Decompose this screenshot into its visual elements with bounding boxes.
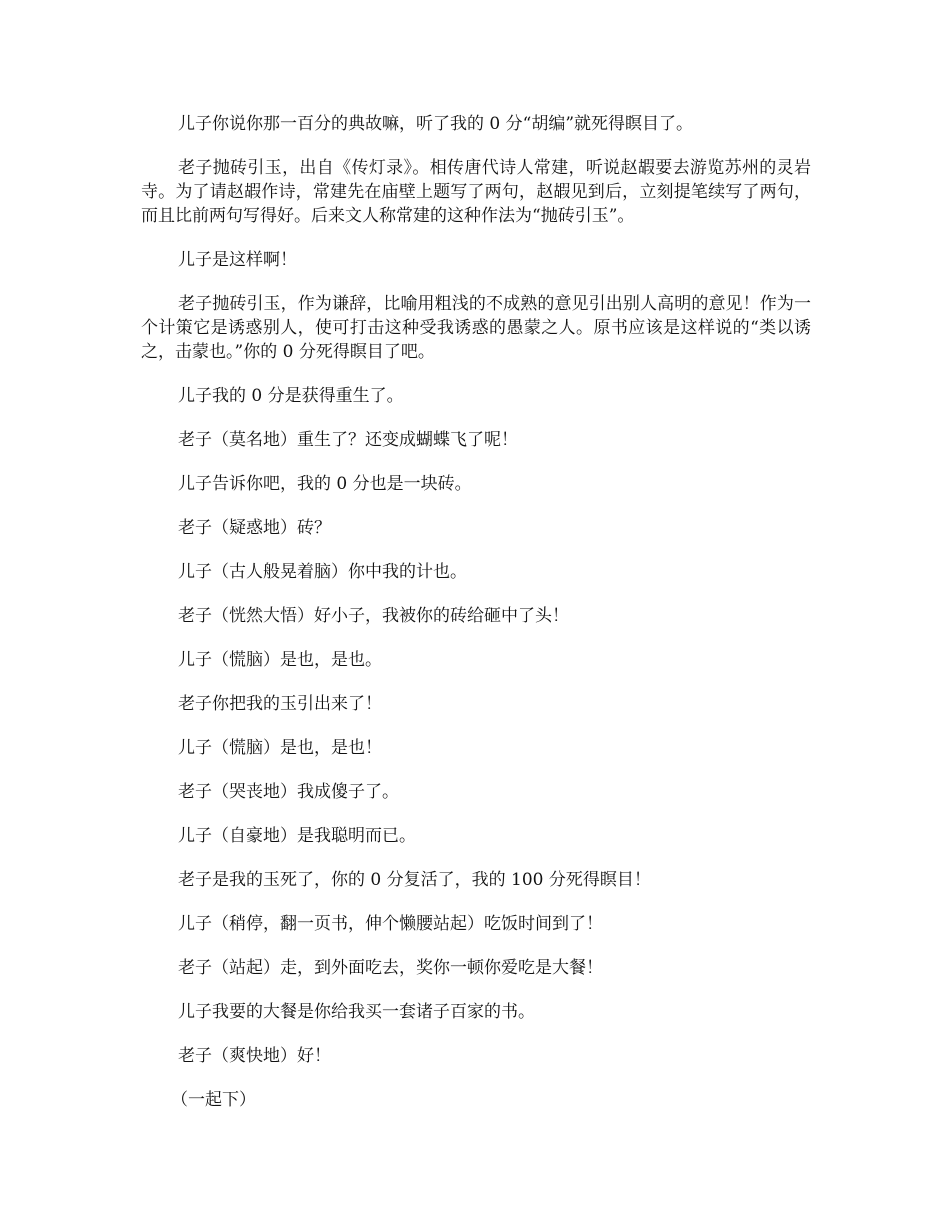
- dialogue-paragraph: 老子（疑惑地）砖？: [178, 518, 331, 538]
- dialogue-paragraph: 儿子告诉你吧，我的 0 分也是一块砖。: [178, 474, 472, 494]
- stage-direction: （一起下）: [171, 1090, 256, 1110]
- dialogue-paragraph: 老子你把我的玉引出来了！: [178, 694, 382, 714]
- dialogue-paragraph: 儿子你说你那一百分的典故嘛，听了我的 0 分“胡编”就死得瞑目了。: [178, 114, 694, 134]
- dialogue-paragraph: 老子抛砖引玉，出自《传灯录》。相传唐代诗人常建，听说赵嘏要去游览苏州的灵岩寺。为了请赵嘏作诗，常建先在庙壁上题写了两句，赵嘏见到后，立刻提笔续写了两句，而且比前两句写得好。后来文人称常建的这种作法为“抛砖引玉”。: [141, 158, 811, 226]
- dialogue-paragraph: 儿子是这样啊！: [178, 250, 297, 270]
- dialogue-body: [141, 112, 811, 1112]
- dialogue-paragraph: 老子（莫名地）重生了？还变成蝴蝶飞了呢！: [178, 430, 518, 450]
- dialogue-paragraph: 儿子（古人般晃着脑）你中我的计也。: [178, 562, 467, 582]
- dialogue-paragraph: 儿子（稍停，翻一页书，伸个懒腰站起）吃饭时间到了！: [178, 914, 603, 934]
- dialogue-paragraph: 老子抛砖引玉，作为谦辞，比喻用粗浅的不成熟的意见引出别人高明的意见！作为一个计策它是诱惑别人，使可打击这种受我诱惑的愚蒙之人。原书应该是这样说的“类以诱之，击蒙也。”你的 0 分死得瞑目了吧。: [141, 294, 811, 362]
- dialogue-paragraph: 老子（爽快地）好！: [178, 1046, 331, 1066]
- dialogue-paragraph: 儿子（慌脑）是也，是也！: [178, 738, 382, 758]
- dialogue-paragraph: 老子是我的玉死了，你的 0 分复活了，我的 100 分死得瞑目！: [178, 870, 651, 890]
- dialogue-paragraph: 老子（哭丧地）我成傻子了。: [178, 782, 399, 802]
- dialogue-paragraph: 儿子（自豪地）是我聪明而已。: [178, 826, 416, 846]
- dialogue-paragraph: 老子（恍然大悟）好小子，我被你的砖给砸中了头！: [178, 606, 569, 626]
- dialogue-paragraph: 老子（站起）走，到外面吃去，奖你一顿你爱吃是大餐！: [178, 958, 603, 978]
- dialogue-paragraph: 儿子我的 0 分是获得重生了。: [178, 386, 404, 406]
- dialogue-paragraph: 儿子我要的大餐是你给我买一套诸子百家的书。: [178, 1002, 535, 1022]
- dialogue-paragraph: 儿子（慌脑）是也，是也。: [178, 650, 382, 670]
